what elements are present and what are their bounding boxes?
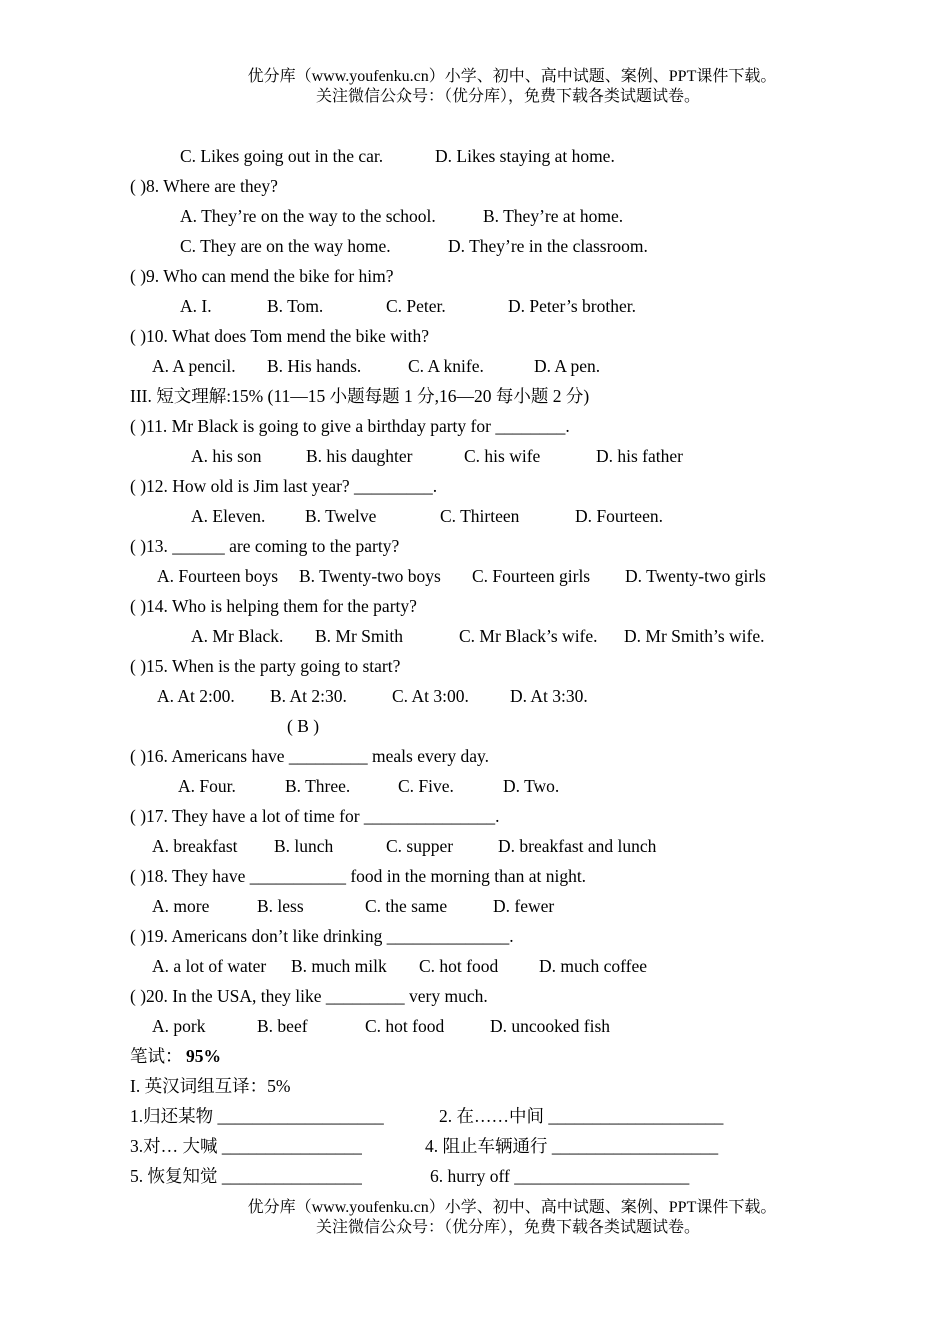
q17-options-row [130,831,890,861]
translation-row-1 [130,1101,890,1131]
q18-question: ( )18. They have ___________ food in the morning than at night. [130,866,587,886]
q11-option-c: C. his wife [464,446,541,466]
q13-option-b: B. Twenty-two boys [299,566,441,586]
q9-stem [130,261,890,291]
q19-options-row [130,951,890,981]
q14-option-d: D. Mr Smith’s wife. [624,626,765,646]
translation-item-4: 4. 阻止车辆通行 ___________________ [425,1136,719,1156]
q8-option-d: D. They’re in the classroom. [448,236,648,256]
translation-item-2: 2. 在……中间 ____________________ [439,1106,724,1126]
q8-options-row-1 [130,201,890,231]
q17-option-a: A. breakfast [152,836,238,856]
section-3-heading: III. 短文理解:15% (11—15 小题每题 1 分,16—20 每小题 2 分) [130,386,590,406]
header-line-2: 关注微信公众号：（优分库），免费下载各类试题试卷。 [315,88,700,105]
q14-option-a: A. Mr Black. [191,626,284,646]
q18-option-c: C. the same [365,896,448,916]
footer-line-1: 优分库（www.youfenku.cn）小学、初中、高中试题、案例、PPT课件下载。 [247,1199,777,1216]
q16-stem [130,741,890,771]
q9-option-c: C. Peter. [386,296,446,316]
q11-option-b: B. his daughter [306,446,413,466]
page-footer [0,1198,950,1238]
q16-option-a: A. Four. [178,776,236,796]
q19-option-b: B. much milk [291,956,387,976]
part-b-title [130,711,890,741]
q12-option-d: D. Fourteen. [575,506,663,526]
q12-options-row [130,501,890,531]
q16-option-b: B. Three. [285,776,351,796]
q15-option-a: A. At 2:00. [157,686,235,706]
q14-options-row [130,621,890,651]
q20-option-c: C. hot food [365,1016,445,1036]
q17-option-b: B. lunch [274,836,334,856]
q20-question: ( )20. In the USA, they like _________ very much. [130,986,488,1006]
part-b-label: ( B ) [287,716,320,736]
q13-stem [130,531,890,561]
q16-options-row [130,771,890,801]
q20-option-a: A. pork [152,1016,206,1036]
q9-option-a: A. I. [180,296,212,316]
q15-option-c: C. At 3:00. [392,686,469,706]
q14-question: ( )14. Who is helping them for the party? [130,596,417,616]
q19-question: ( )19. Americans don’t like drinking ______________. [130,926,514,946]
q11-options-row [130,441,890,471]
q14-option-b: B. Mr Smith [315,626,404,646]
q10-option-c: C. A knife. [408,356,484,376]
q19-stem [130,921,890,951]
q11-option-a: A. his son [191,446,262,466]
q10-option-d: D. A pen. [534,356,601,376]
q15-option-d: D. At 3:30. [510,686,588,706]
q7-option-d: D. Likes staying at home. [435,146,615,166]
q12-option-a: A. Eleven. [191,506,266,526]
q11-option-d: D. his father [596,446,683,466]
q17-option-d: D. breakfast and lunch [498,836,657,856]
q18-stem [130,861,890,891]
q8-question: ( )8. Where are they? [130,176,278,196]
q7-options-row [130,141,890,171]
q18-option-d: D. fewer [493,896,555,916]
q9-option-d: D. Peter’s brother. [508,296,636,316]
q12-option-c: C. Thirteen [440,506,520,526]
q8-option-a: A. They’re on the way to the school. [180,206,436,226]
q18-options-row [130,891,890,921]
q15-option-b: B. At 2:30. [270,686,347,706]
header-line-1: 优分库（www.youfenku.cn）小学、初中、高中试题、案例、PPT课件下载。 [247,68,777,85]
q20-option-d: D. uncooked fish [490,1016,611,1036]
translation-item-1: 1.归还某物 ___________________ [130,1106,384,1126]
translation-item-5: 5. 恢复知觉 ________________ [130,1166,362,1186]
q12-stem [130,471,890,501]
q8-option-b: B. They’re at home. [483,206,624,226]
q16-option-d: D. Two. [503,776,560,796]
q19-option-a: A. a lot of water [152,956,267,976]
q13-question: ( )13. ______ are coming to the party? [130,536,400,556]
q15-options-row [130,681,890,711]
footer-line-2: 关注微信公众号：（优分库），免费下载各类试题试卷。 [315,1219,700,1236]
q10-stem [130,321,890,351]
page-header [0,67,950,107]
section-1-heading: I. 英汉词组互译：5% [130,1076,291,1096]
q13-option-d: D. Twenty-two girls [625,566,766,586]
q17-question: ( )17. They have a lot of time for _______________. [130,806,500,826]
q9-option-b: B. Tom. [267,296,324,316]
translation-row-3 [130,1161,890,1191]
translation-item-3: 3.对… 大喊 ________________ [130,1136,362,1156]
q12-question: ( )12. How old is Jim last year? _________. [130,476,438,496]
written-test-score: 95% [186,1046,221,1066]
q10-option-b: B. His hands. [267,356,362,376]
q17-stem [130,801,890,831]
q7-option-c: C. Likes going out in the car. [180,146,384,166]
q17-option-c: C. supper [386,836,454,856]
q18-option-a: A. more [152,896,210,916]
written-test-title [130,1041,890,1071]
q19-option-d: D. much coffee [539,956,648,976]
q13-option-a: A. Fourteen boys [157,566,279,586]
q11-stem [130,411,890,441]
q10-question: ( )10. What does Tom mend the bike with? [130,326,429,346]
section-1-title [130,1071,890,1101]
translation-row-2 [130,1131,890,1161]
written-test-label: 笔试： [130,1046,183,1066]
q18-option-b: B. less [257,896,304,916]
q13-options-row [130,561,890,591]
q19-option-c: C. hot food [419,956,499,976]
exam-content [130,141,890,1191]
q15-question: ( )15. When is the party going to start? [130,656,401,676]
q20-options-row [130,1011,890,1041]
q15-stem [130,651,890,681]
q14-option-c: C. Mr Black’s wife. [459,626,598,646]
q14-stem [130,591,890,621]
q12-option-b: B. Twelve [305,506,377,526]
q10-option-a: A. A pencil. [152,356,236,376]
q16-question: ( )16. Americans have _________ meals every day. [130,746,489,766]
q8-stem [130,171,890,201]
q20-stem [130,981,890,1011]
q20-option-b: B. beef [257,1016,308,1036]
q13-option-c: C. Fourteen girls [472,566,591,586]
q9-options-row [130,291,890,321]
q9-question: ( )9. Who can mend the bike for him? [130,266,394,286]
section-3-title [130,381,890,411]
q11-question: ( )11. Mr Black is going to give a birthday party for ________. [130,416,570,436]
q16-option-c: C. Five. [398,776,454,796]
q8-options-row-2 [130,231,890,261]
q10-options-row [130,351,890,381]
q8-option-c: C. They are on the way home. [180,236,391,256]
translation-item-6: 6. hurry off ____________________ [430,1166,690,1186]
